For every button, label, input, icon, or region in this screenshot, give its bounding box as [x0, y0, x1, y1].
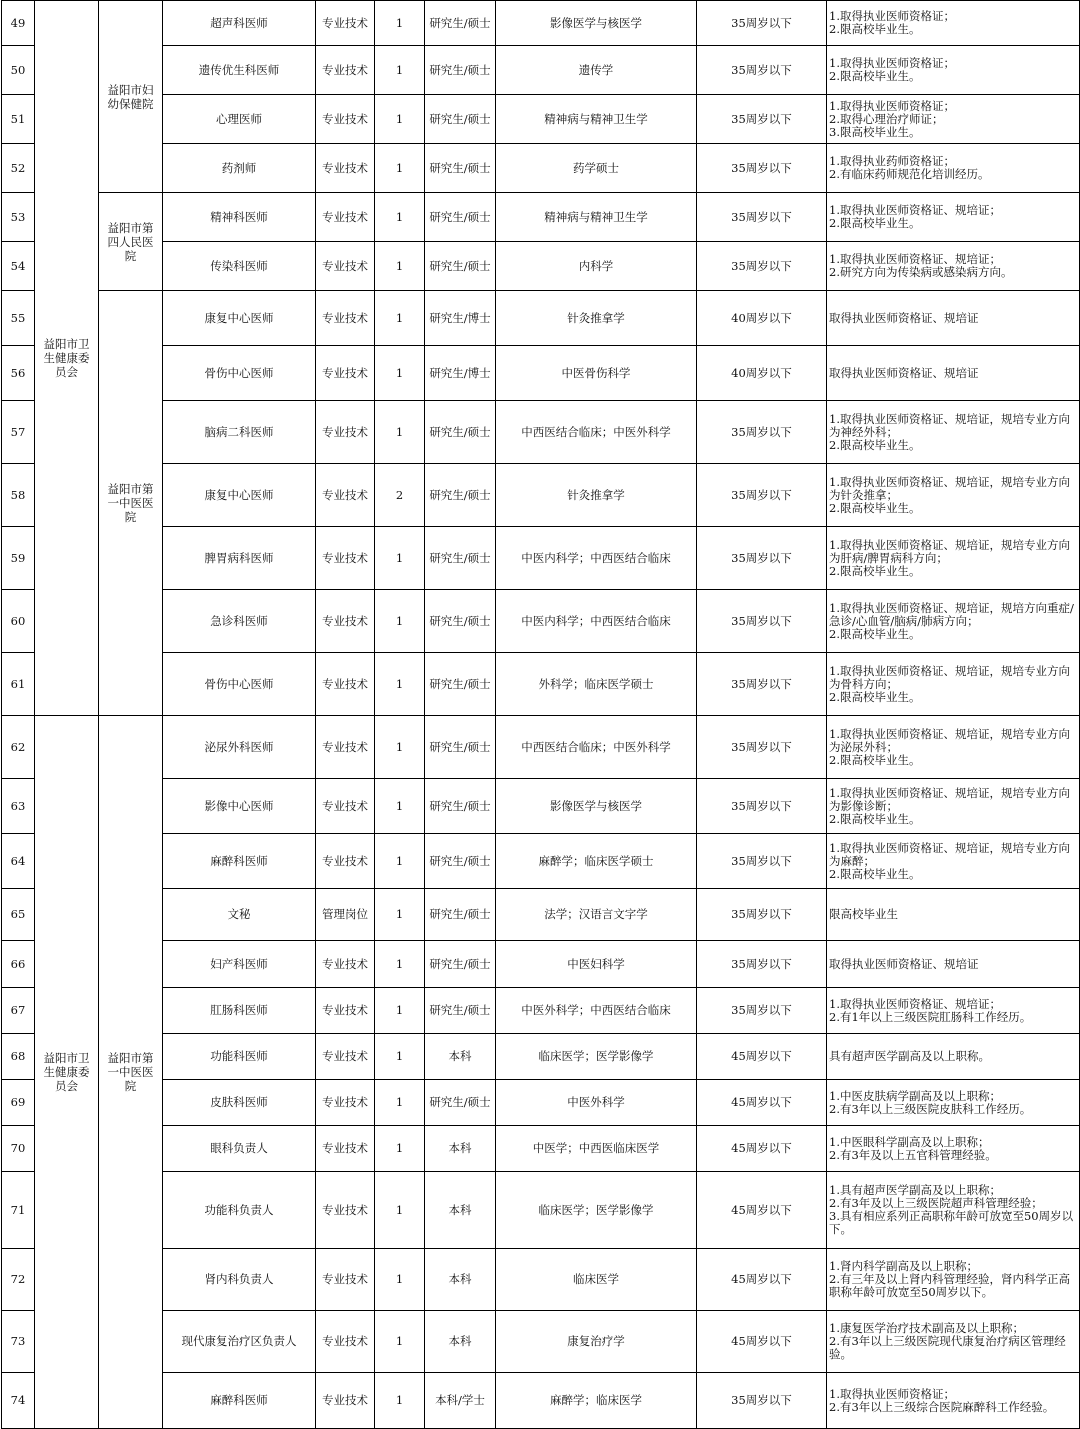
major: 针灸推拿学	[496, 464, 697, 527]
post-name: 康复中心医师	[163, 291, 316, 346]
table-row	[2, 1249, 1080, 1311]
row-number: 70	[2, 1126, 35, 1172]
post-count: 1	[375, 779, 425, 834]
table-row	[2, 889, 1080, 941]
post-count: 1	[375, 242, 425, 291]
table-row	[2, 1126, 1080, 1172]
education: 研究生/博士	[425, 291, 496, 346]
education: 本科	[425, 1126, 496, 1172]
age-limit: 35周岁以下	[697, 590, 827, 653]
education: 研究生/硕士	[425, 941, 496, 988]
post-count: 1	[375, 941, 425, 988]
post-type: 专业技术	[316, 653, 375, 716]
post-count: 1	[375, 590, 425, 653]
requirements: 取得执业医师资格证、规培证	[827, 291, 1080, 346]
requirements: 1.具有超声医学副高及以上职称； 2.有3年及以上三级医院超声科管理经验； 3.具有相应系列正高职称年龄可放宽至50周岁以下。	[827, 1172, 1080, 1249]
education: 研究生/硕士	[425, 95, 496, 144]
post-count: 1	[375, 653, 425, 716]
age-limit: 45周岁以下	[697, 1034, 827, 1080]
row-number: 50	[2, 46, 35, 95]
age-limit: 35周岁以下	[697, 941, 827, 988]
table-row	[2, 1172, 1080, 1249]
post-type: 专业技术	[316, 834, 375, 889]
age-limit: 35周岁以下	[697, 779, 827, 834]
row-number: 69	[2, 1080, 35, 1126]
major: 中医学；中西医临床医学	[496, 1126, 697, 1172]
post-name: 肛肠科医师	[163, 988, 316, 1034]
age-limit: 35周岁以下	[697, 716, 827, 779]
table-row	[2, 1, 1080, 46]
major: 精神病与精神卫生学	[496, 95, 697, 144]
requirements: 1.中医眼科学副高及以上职称； 2.有3年及以上五官科管理经验。	[827, 1126, 1080, 1172]
post-count: 1	[375, 1373, 425, 1429]
table-row	[2, 464, 1080, 527]
post-type: 专业技术	[316, 779, 375, 834]
post-type: 专业技术	[316, 988, 375, 1034]
department-cell: 益阳市卫生健康委员会	[35, 1, 99, 716]
major: 中医外科学	[496, 1080, 697, 1126]
post-count: 1	[375, 1080, 425, 1126]
post-name: 骨伤中心医师	[163, 653, 316, 716]
age-limit: 35周岁以下	[697, 653, 827, 716]
age-limit: 35周岁以下	[697, 242, 827, 291]
age-limit: 35周岁以下	[697, 144, 827, 193]
post-count: 1	[375, 144, 425, 193]
age-limit: 45周岁以下	[697, 1249, 827, 1311]
row-number: 67	[2, 988, 35, 1034]
post-type: 专业技术	[316, 1, 375, 46]
table-row	[2, 1080, 1080, 1126]
major: 针灸推拿学	[496, 291, 697, 346]
post-name: 骨伤中心医师	[163, 346, 316, 401]
education: 研究生/硕士	[425, 144, 496, 193]
post-count: 1	[375, 95, 425, 144]
post-count: 1	[375, 1034, 425, 1080]
table-row	[2, 401, 1080, 464]
requirements: 1.取得执业医师资格证、规培证，规培专业方向为针灸推拿； 2.限高校毕业生。	[827, 464, 1080, 527]
post-count: 1	[375, 1172, 425, 1249]
post-name: 康复中心医师	[163, 464, 316, 527]
education: 研究生/硕士	[425, 193, 496, 242]
requirements: 具有超声医学副高及以上职称。	[827, 1034, 1080, 1080]
age-limit: 35周岁以下	[697, 1, 827, 46]
age-limit: 40周岁以下	[697, 346, 827, 401]
post-type: 专业技术	[316, 527, 375, 590]
table-row	[2, 242, 1080, 291]
row-number: 72	[2, 1249, 35, 1311]
major: 康复治疗学	[496, 1311, 697, 1373]
requirements: 1.取得执业医师资格证； 2.取得心理治疗师证； 3.限高校毕业生。	[827, 95, 1080, 144]
row-number: 66	[2, 941, 35, 988]
row-number: 55	[2, 291, 35, 346]
table-row	[2, 291, 1080, 346]
education: 研究生/硕士	[425, 988, 496, 1034]
post-name: 传染科医师	[163, 242, 316, 291]
post-name: 遗传优生科医师	[163, 46, 316, 95]
requirements: 1.取得执业医师资格证； 2.限高校毕业生。	[827, 1, 1080, 46]
post-count: 1	[375, 1126, 425, 1172]
table-row	[2, 716, 1080, 779]
post-name: 脾胃病科医师	[163, 527, 316, 590]
education: 研究生/硕士	[425, 464, 496, 527]
age-limit: 35周岁以下	[697, 834, 827, 889]
requirements: 1.取得执业医师资格证、规培证，规培专业方向为肝病/脾胃病科方向； 2.限高校毕业生。	[827, 527, 1080, 590]
row-number: 64	[2, 834, 35, 889]
major: 中医妇科学	[496, 941, 697, 988]
post-count: 1	[375, 401, 425, 464]
post-count: 1	[375, 988, 425, 1034]
row-number: 71	[2, 1172, 35, 1249]
table-row	[2, 527, 1080, 590]
education: 研究生/硕士	[425, 1080, 496, 1126]
table-row	[2, 1311, 1080, 1373]
row-number: 56	[2, 346, 35, 401]
requirements: 1.取得执业医师资格证、规培证，规培专业方向为影像诊断； 2.限高校毕业生。	[827, 779, 1080, 834]
post-type: 专业技术	[316, 1249, 375, 1311]
row-number: 60	[2, 590, 35, 653]
major: 药学硕士	[496, 144, 697, 193]
post-count: 1	[375, 1249, 425, 1311]
age-limit: 45周岁以下	[697, 1311, 827, 1373]
education: 研究生/硕士	[425, 46, 496, 95]
post-type: 专业技术	[316, 464, 375, 527]
post-type: 专业技术	[316, 716, 375, 779]
education: 研究生/硕士	[425, 527, 496, 590]
table-row	[2, 1373, 1080, 1429]
unit-cell: 益阳市妇幼保健院	[99, 1, 163, 193]
education: 研究生/硕士	[425, 653, 496, 716]
table-row	[2, 988, 1080, 1034]
post-type: 专业技术	[316, 346, 375, 401]
post-name: 麻醉科医师	[163, 1373, 316, 1429]
post-type: 专业技术	[316, 941, 375, 988]
post-name: 泌尿外科医师	[163, 716, 316, 779]
requirements: 1.中医皮肤病学副高及以上职称； 2.有3年以上三级医院皮肤科工作经历。	[827, 1080, 1080, 1126]
major: 中医内科学；中西医结合临床	[496, 590, 697, 653]
table-row	[2, 590, 1080, 653]
department-cell: 益阳市卫生健康委员会	[35, 716, 99, 1429]
age-limit: 35周岁以下	[697, 464, 827, 527]
post-type: 专业技术	[316, 1080, 375, 1126]
post-type: 专业技术	[316, 95, 375, 144]
row-number: 59	[2, 527, 35, 590]
education: 本科	[425, 1311, 496, 1373]
requirements: 1.取得执业医师资格证； 2.有3年以上三级综合医院麻醉科工作经验。	[827, 1373, 1080, 1429]
table-row	[2, 346, 1080, 401]
row-number: 57	[2, 401, 35, 464]
education: 研究生/硕士	[425, 834, 496, 889]
age-limit: 35周岁以下	[697, 527, 827, 590]
major: 麻醉学；临床医学硕士	[496, 834, 697, 889]
table-row	[2, 834, 1080, 889]
major: 麻醉学；临床医学	[496, 1373, 697, 1429]
post-count: 1	[375, 834, 425, 889]
education: 研究生/硕士	[425, 779, 496, 834]
major: 临床医学；医学影像学	[496, 1034, 697, 1080]
requirements: 1.取得执业医师资格证、规培证，规培专业方向为神经外科； 2.限高校毕业生。	[827, 401, 1080, 464]
row-number: 65	[2, 889, 35, 941]
requirements: 1.取得执业医师资格证、规培证； 2.研究方向为传染病或感染病方向。	[827, 242, 1080, 291]
requirements: 1.取得执业医师资格证、规培证，规培专业方向为麻醉； 2.限高校毕业生。	[827, 834, 1080, 889]
requirements: 限高校毕业生	[827, 889, 1080, 941]
row-number: 62	[2, 716, 35, 779]
post-type: 专业技术	[316, 1373, 375, 1429]
age-limit: 35周岁以下	[697, 193, 827, 242]
post-type: 管理岗位	[316, 889, 375, 941]
table-row	[2, 1034, 1080, 1080]
major: 中医外科学；中西医结合临床	[496, 988, 697, 1034]
post-count: 1	[375, 291, 425, 346]
post-count: 1	[375, 346, 425, 401]
major: 中医骨伤科学	[496, 346, 697, 401]
post-name: 文秘	[163, 889, 316, 941]
education: 研究生/硕士	[425, 242, 496, 291]
post-name: 脑病二科医师	[163, 401, 316, 464]
table-row	[2, 941, 1080, 988]
post-name: 妇产科医师	[163, 941, 316, 988]
requirements: 取得执业医师资格证、规培证	[827, 941, 1080, 988]
age-limit: 40周岁以下	[697, 291, 827, 346]
major: 影像医学与核医学	[496, 779, 697, 834]
major: 影像医学与核医学	[496, 1, 697, 46]
major: 外科学；临床医学硕士	[496, 653, 697, 716]
requirements: 1.康复医学治疗技术副高及以上职称； 2.有3年以上三级医院现代康复治疗病区管理经验。	[827, 1311, 1080, 1373]
post-name: 超声科医师	[163, 1, 316, 46]
row-number: 49	[2, 1, 35, 46]
age-limit: 35周岁以下	[697, 95, 827, 144]
table-row	[2, 144, 1080, 193]
post-name: 皮肤科医师	[163, 1080, 316, 1126]
education: 研究生/硕士	[425, 401, 496, 464]
education: 本科	[425, 1172, 496, 1249]
table-row	[2, 653, 1080, 716]
requirements: 1.取得执业医师资格证、规培证，规培方向重症/急诊/心血管/脑病/肺病方向； 2.限高校毕业生。	[827, 590, 1080, 653]
age-limit: 35周岁以下	[697, 401, 827, 464]
row-number: 61	[2, 653, 35, 716]
requirements: 1.取得执业药师资格证； 2.有临床药师规范化培训经历。	[827, 144, 1080, 193]
table-body	[2, 1, 1080, 1429]
post-name: 肾内科负责人	[163, 1249, 316, 1311]
post-name: 功能科负责人	[163, 1172, 316, 1249]
post-type: 专业技术	[316, 193, 375, 242]
row-number: 52	[2, 144, 35, 193]
education: 本科/学士	[425, 1373, 496, 1429]
row-number: 53	[2, 193, 35, 242]
education: 研究生/博士	[425, 346, 496, 401]
age-limit: 45周岁以下	[697, 1172, 827, 1249]
post-type: 专业技术	[316, 1126, 375, 1172]
education: 研究生/硕士	[425, 716, 496, 779]
age-limit: 35周岁以下	[697, 988, 827, 1034]
requirements: 1.取得执业医师资格证、规培证，规培专业方向为骨科方向； 2.限高校毕业生。	[827, 653, 1080, 716]
major: 中西医结合临床；中医外科学	[496, 401, 697, 464]
post-name: 现代康复治疗区负责人	[163, 1311, 316, 1373]
major: 中西医结合临床；中医外科学	[496, 716, 697, 779]
row-number: 74	[2, 1373, 35, 1429]
post-count: 1	[375, 889, 425, 941]
age-limit: 45周岁以下	[697, 1080, 827, 1126]
age-limit: 45周岁以下	[697, 1126, 827, 1172]
post-count: 1	[375, 716, 425, 779]
post-type: 专业技术	[316, 590, 375, 653]
post-type: 专业技术	[316, 401, 375, 464]
education: 本科	[425, 1249, 496, 1311]
post-type: 专业技术	[316, 1311, 375, 1373]
unit-cell: 益阳市第四人民医院	[99, 193, 163, 291]
major: 内科学	[496, 242, 697, 291]
post-type: 专业技术	[316, 1034, 375, 1080]
requirements: 1.取得执业医师资格证、规培证； 2.有1年以上三级医院肛肠科工作经历。	[827, 988, 1080, 1034]
post-count: 1	[375, 527, 425, 590]
table-row	[2, 779, 1080, 834]
table-row	[2, 95, 1080, 144]
row-number: 58	[2, 464, 35, 527]
post-type: 专业技术	[316, 291, 375, 346]
post-name: 麻醉科医师	[163, 834, 316, 889]
row-number: 54	[2, 242, 35, 291]
education: 研究生/硕士	[425, 1, 496, 46]
table-row	[2, 193, 1080, 242]
requirements: 1.肾内科学副高及以上职称； 2.有三年及以上肾内科管理经验，肾内科学正高职称年龄可放宽至50周岁以下。	[827, 1249, 1080, 1311]
major: 中医内科学；中西医结合临床	[496, 527, 697, 590]
unit-cell: 益阳市第一中医医院	[99, 716, 163, 1429]
row-number: 63	[2, 779, 35, 834]
recruitment-table	[1, 0, 1080, 1429]
post-name: 精神科医师	[163, 193, 316, 242]
unit-cell: 益阳市第一中医医院	[99, 291, 163, 716]
requirements: 1.取得执业医师资格证、规培证，规培专业方向为泌尿外科； 2.限高校毕业生。	[827, 716, 1080, 779]
post-name: 药剂师	[163, 144, 316, 193]
post-count: 1	[375, 193, 425, 242]
post-count: 1	[375, 1, 425, 46]
post-name: 眼科负责人	[163, 1126, 316, 1172]
major: 临床医学；医学影像学	[496, 1172, 697, 1249]
education: 本科	[425, 1034, 496, 1080]
post-name: 急诊科医师	[163, 590, 316, 653]
post-type: 专业技术	[316, 144, 375, 193]
post-name: 影像中心医师	[163, 779, 316, 834]
post-name: 心理医师	[163, 95, 316, 144]
table-row	[2, 46, 1080, 95]
education: 研究生/硕士	[425, 889, 496, 941]
major: 精神病与精神卫生学	[496, 193, 697, 242]
age-limit: 35周岁以下	[697, 889, 827, 941]
row-number: 51	[2, 95, 35, 144]
post-count: 2	[375, 464, 425, 527]
post-type: 专业技术	[316, 46, 375, 95]
major: 法学；汉语言文字学	[496, 889, 697, 941]
row-number: 68	[2, 1034, 35, 1080]
requirements: 取得执业医师资格证、规培证	[827, 346, 1080, 401]
age-limit: 35周岁以下	[697, 46, 827, 95]
major: 临床医学	[496, 1249, 697, 1311]
post-type: 专业技术	[316, 242, 375, 291]
requirements: 1.取得执业医师资格证； 2.限高校毕业生。	[827, 46, 1080, 95]
education: 研究生/硕士	[425, 590, 496, 653]
post-type: 专业技术	[316, 1172, 375, 1249]
row-number: 73	[2, 1311, 35, 1373]
post-name: 功能科医师	[163, 1034, 316, 1080]
post-count: 1	[375, 1311, 425, 1373]
post-count: 1	[375, 46, 425, 95]
major: 遗传学	[496, 46, 697, 95]
requirements: 1.取得执业医师资格证、规培证； 2.限高校毕业生。	[827, 193, 1080, 242]
age-limit: 35周岁以下	[697, 1373, 827, 1429]
